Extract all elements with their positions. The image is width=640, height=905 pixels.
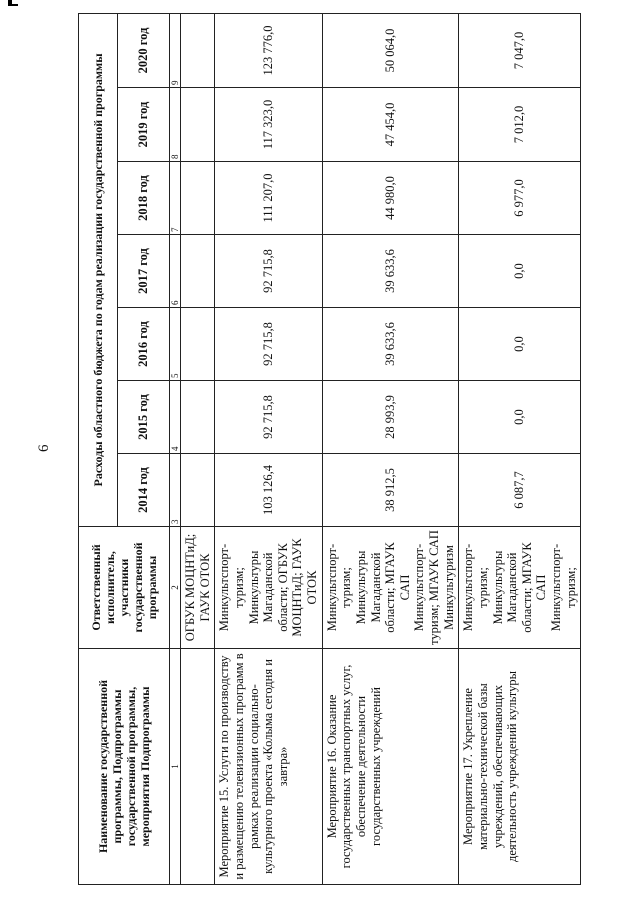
- header-year-2018: 2018 год: [118, 162, 170, 235]
- row-value: 111 207,0: [215, 162, 322, 235]
- row-value: 47 454,0: [322, 88, 459, 162]
- row-value: 7 012,0: [459, 88, 581, 162]
- row-value: 7 047,0: [459, 13, 581, 87]
- header-year-2020: 2020 год: [118, 13, 170, 87]
- table-row: [322, 13, 459, 884]
- table-row: [459, 13, 581, 884]
- row-executor: Минкультспорт-туризм; Минкультуры Магаданской области; МГАУК САП Минкультспорт-туризм;: [459, 527, 581, 649]
- row-value: 38 912,5: [322, 454, 459, 527]
- row-value: 39 633,6: [322, 235, 459, 308]
- row-value: 39 633,6: [322, 308, 459, 381]
- row-value: [181, 13, 215, 87]
- row-value: 50 064,0: [322, 13, 459, 87]
- header-year-2016: 2016 год: [118, 308, 170, 381]
- row-name: Мероприятие 16. Оказание государственных транспортных услуг, обеспечение деятельности государственных учреждений: [322, 649, 459, 885]
- table-row: [215, 13, 322, 884]
- index-cell: 8: [170, 88, 181, 162]
- row-executor: ОГБУК МОЦНТиД; ГАУК ОТОК: [181, 527, 215, 649]
- row-value: 28 993,9: [322, 381, 459, 454]
- index-cell: 2: [170, 527, 181, 649]
- header-name: Наименование государственной программы, Подпрограммы государственной программы, мероприятия Подпрограммы: [79, 649, 170, 885]
- index-cell: 9: [170, 13, 181, 87]
- row-value: [181, 381, 215, 454]
- row-value: 92 715,8: [215, 235, 322, 308]
- index-cell: 1: [170, 649, 181, 885]
- row-name: Мероприятие 17. Укрепление материально-технической базы учреждений, обеспечивающих деятельность учреждений культуры: [459, 649, 581, 885]
- row-name: Мероприятие 15. Услуги по производству и размещению телевизионных программ в рамках реализации социально-культурного проекта «Колыма сегодня и завтра»: [215, 649, 322, 885]
- header-year-2015: 2015 год: [118, 381, 170, 454]
- row-value: 0,0: [459, 381, 581, 454]
- row-value: 92 715,8: [215, 381, 322, 454]
- row-name: [181, 649, 215, 885]
- row-value: 117 323,0: [215, 88, 322, 162]
- index-cell: 7: [170, 162, 181, 235]
- row-value: [181, 454, 215, 527]
- row-value: 6 087,7: [459, 454, 581, 527]
- row-value: 44 980,0: [322, 162, 459, 235]
- row-value: 0,0: [459, 308, 581, 381]
- rotated-table-container: [78, 14, 612, 885]
- row-value: [181, 308, 215, 381]
- index-row: [170, 13, 181, 884]
- header-executor: Ответственный исполнитель, участники государственной программы: [79, 527, 170, 649]
- header-year-2014: 2014 год: [118, 454, 170, 527]
- index-cell: 5: [170, 308, 181, 381]
- row-executor: Минкультспорт-туризм; Минкультуры Магаданской области; МГАУК САП Минкультспорт-туризм; МГАУК САП Минкультуризм: [322, 527, 459, 649]
- row-value: [181, 88, 215, 162]
- header-year-2019: 2019 год: [118, 88, 170, 162]
- index-cell: 6: [170, 235, 181, 308]
- row-value: 6 977,0: [459, 162, 581, 235]
- row-value: 0,0: [459, 235, 581, 308]
- scan-mark: [8, 0, 12, 6]
- header-expenses: Расходы областного бюджета по годам реализации государственной программы: [79, 13, 118, 526]
- row-value: [181, 235, 215, 308]
- row-value: [181, 162, 215, 235]
- index-cell: 4: [170, 381, 181, 454]
- page-number: 6: [36, 444, 52, 452]
- header-year-2017: 2017 год: [118, 235, 170, 308]
- row-value: 92 715,8: [215, 308, 322, 381]
- index-cell: 3: [170, 454, 181, 527]
- row-executor: Минкультспорт-туризм; Минкультуры Магаданской области; ОГБУК МОЦНТиД; ГАУК ОТОК: [215, 527, 322, 649]
- row-value: 123 776,0: [215, 13, 322, 87]
- row-value: 103 126,4: [215, 454, 322, 527]
- budget-table: [78, 13, 581, 885]
- table-row: [181, 13, 215, 884]
